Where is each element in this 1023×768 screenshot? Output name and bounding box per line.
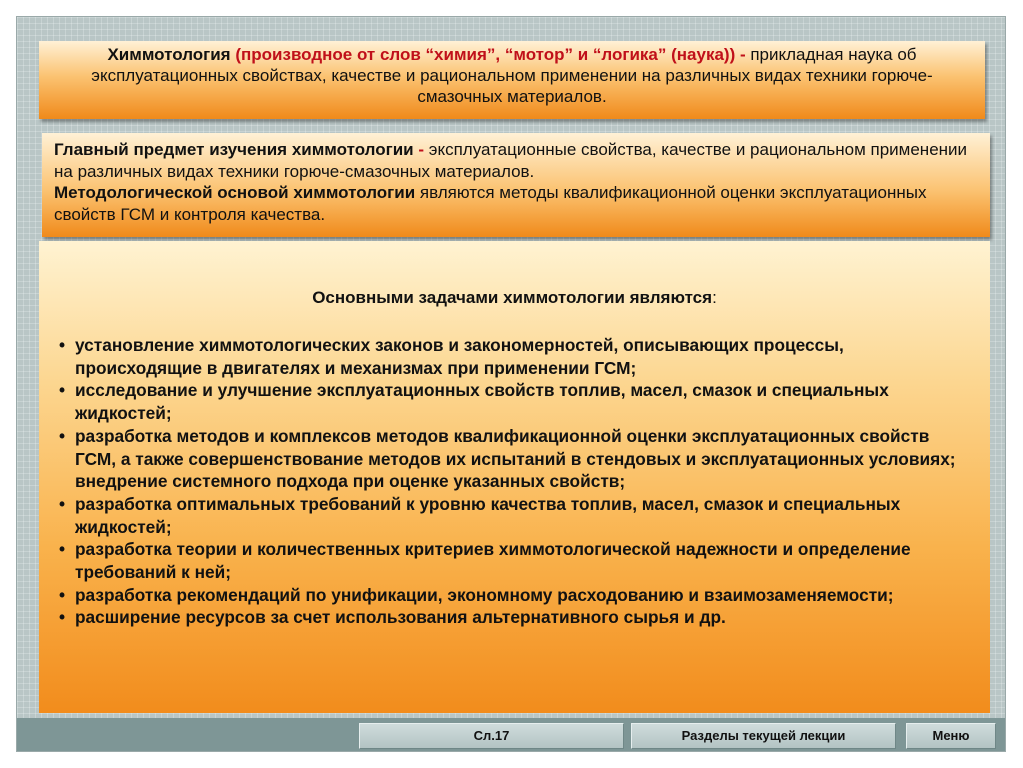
bullet: •	[59, 584, 66, 605]
list-item	[59, 425, 959, 493]
list-item	[59, 538, 959, 583]
bullet: •	[59, 607, 66, 628]
definition-text: прикладная наука об эксплуатационных свойствах, качестве и рациональном применении на различных видах техники горюче-смазочных материалов.	[91, 45, 933, 106]
tasks-list	[59, 334, 959, 629]
tasks-box	[39, 241, 990, 713]
bullet: •	[59, 493, 66, 514]
bullet: •	[59, 335, 66, 355]
tasks-heading-text: Основными задачами химмотологии являются	[312, 288, 713, 307]
bullet: •	[59, 539, 66, 560]
subject-text: эксплуатационные свойства, качестве и рациональном применении на различных видах техники горюче-смазочных материалов.	[54, 140, 968, 181]
slide-number-button[interactable]: Сл.17	[359, 723, 624, 749]
subject-box	[42, 133, 990, 237]
method-text: являются методы квалификационной оценки эксплуатационных свойств ГСМ и контроля качества.	[54, 183, 927, 224]
method-lead: Методологической основой химмотологии	[54, 183, 416, 202]
list-item-text: разработка рекомендаций по унификации, экономному расходованию и взаимозаменяемости;	[75, 584, 894, 605]
lecture-sections-button[interactable]: Разделы текущей лекции	[631, 723, 896, 749]
tasks-heading-colon: :	[712, 288, 717, 307]
list-item	[59, 334, 959, 379]
subject-lead: Главный предмет изучения химмотологии	[54, 140, 414, 159]
list-item	[59, 606, 959, 629]
slide-frame	[16, 16, 1006, 752]
definition-box	[39, 41, 985, 119]
bullet: •	[59, 425, 66, 446]
tasks-heading	[39, 287, 990, 310]
list-item-text: расширение ресурсов за счет использования альтернативного сырья и др.	[75, 607, 726, 628]
list-item-text: разработка методов и комплексов методов квалификационной оценки эксплуатационных свойств ГСМ, а также совершенствование методов их испытаний в стендовых и эксплуатационных условиях; внедрение системного подхода при оценке указанных свойств;	[75, 425, 956, 492]
bullet: •	[59, 380, 66, 401]
list-item-text: разработка теории и количественных критериев химмотологической надежности и определение требований к ней;	[75, 539, 911, 583]
subject-dash: -	[418, 140, 425, 159]
list-item-text: исследование и улучшение эксплуатационных свойств топлив, масел, смазок и специальных жидкостей;	[75, 380, 889, 424]
menu-button[interactable]: Меню	[906, 723, 996, 749]
list-item	[59, 379, 959, 424]
list-item	[59, 493, 959, 538]
navigation-bar	[17, 718, 1005, 751]
definition-term: Химмотология	[107, 45, 231, 64]
list-item-text: установление химмотологических законов и закономерностей, описывающих процессы, происходящие в двигателях и механизмах при применении ГСМ;	[75, 335, 844, 378]
list-item-text: разработка оптимальных требований к уровню качества топлив, масел, смазок и специальных жидкостей;	[75, 493, 901, 537]
definition-etymology: (производное от слов “химия”, “мотор” и “логика” (наука)) -	[235, 45, 746, 64]
list-item	[59, 584, 959, 607]
